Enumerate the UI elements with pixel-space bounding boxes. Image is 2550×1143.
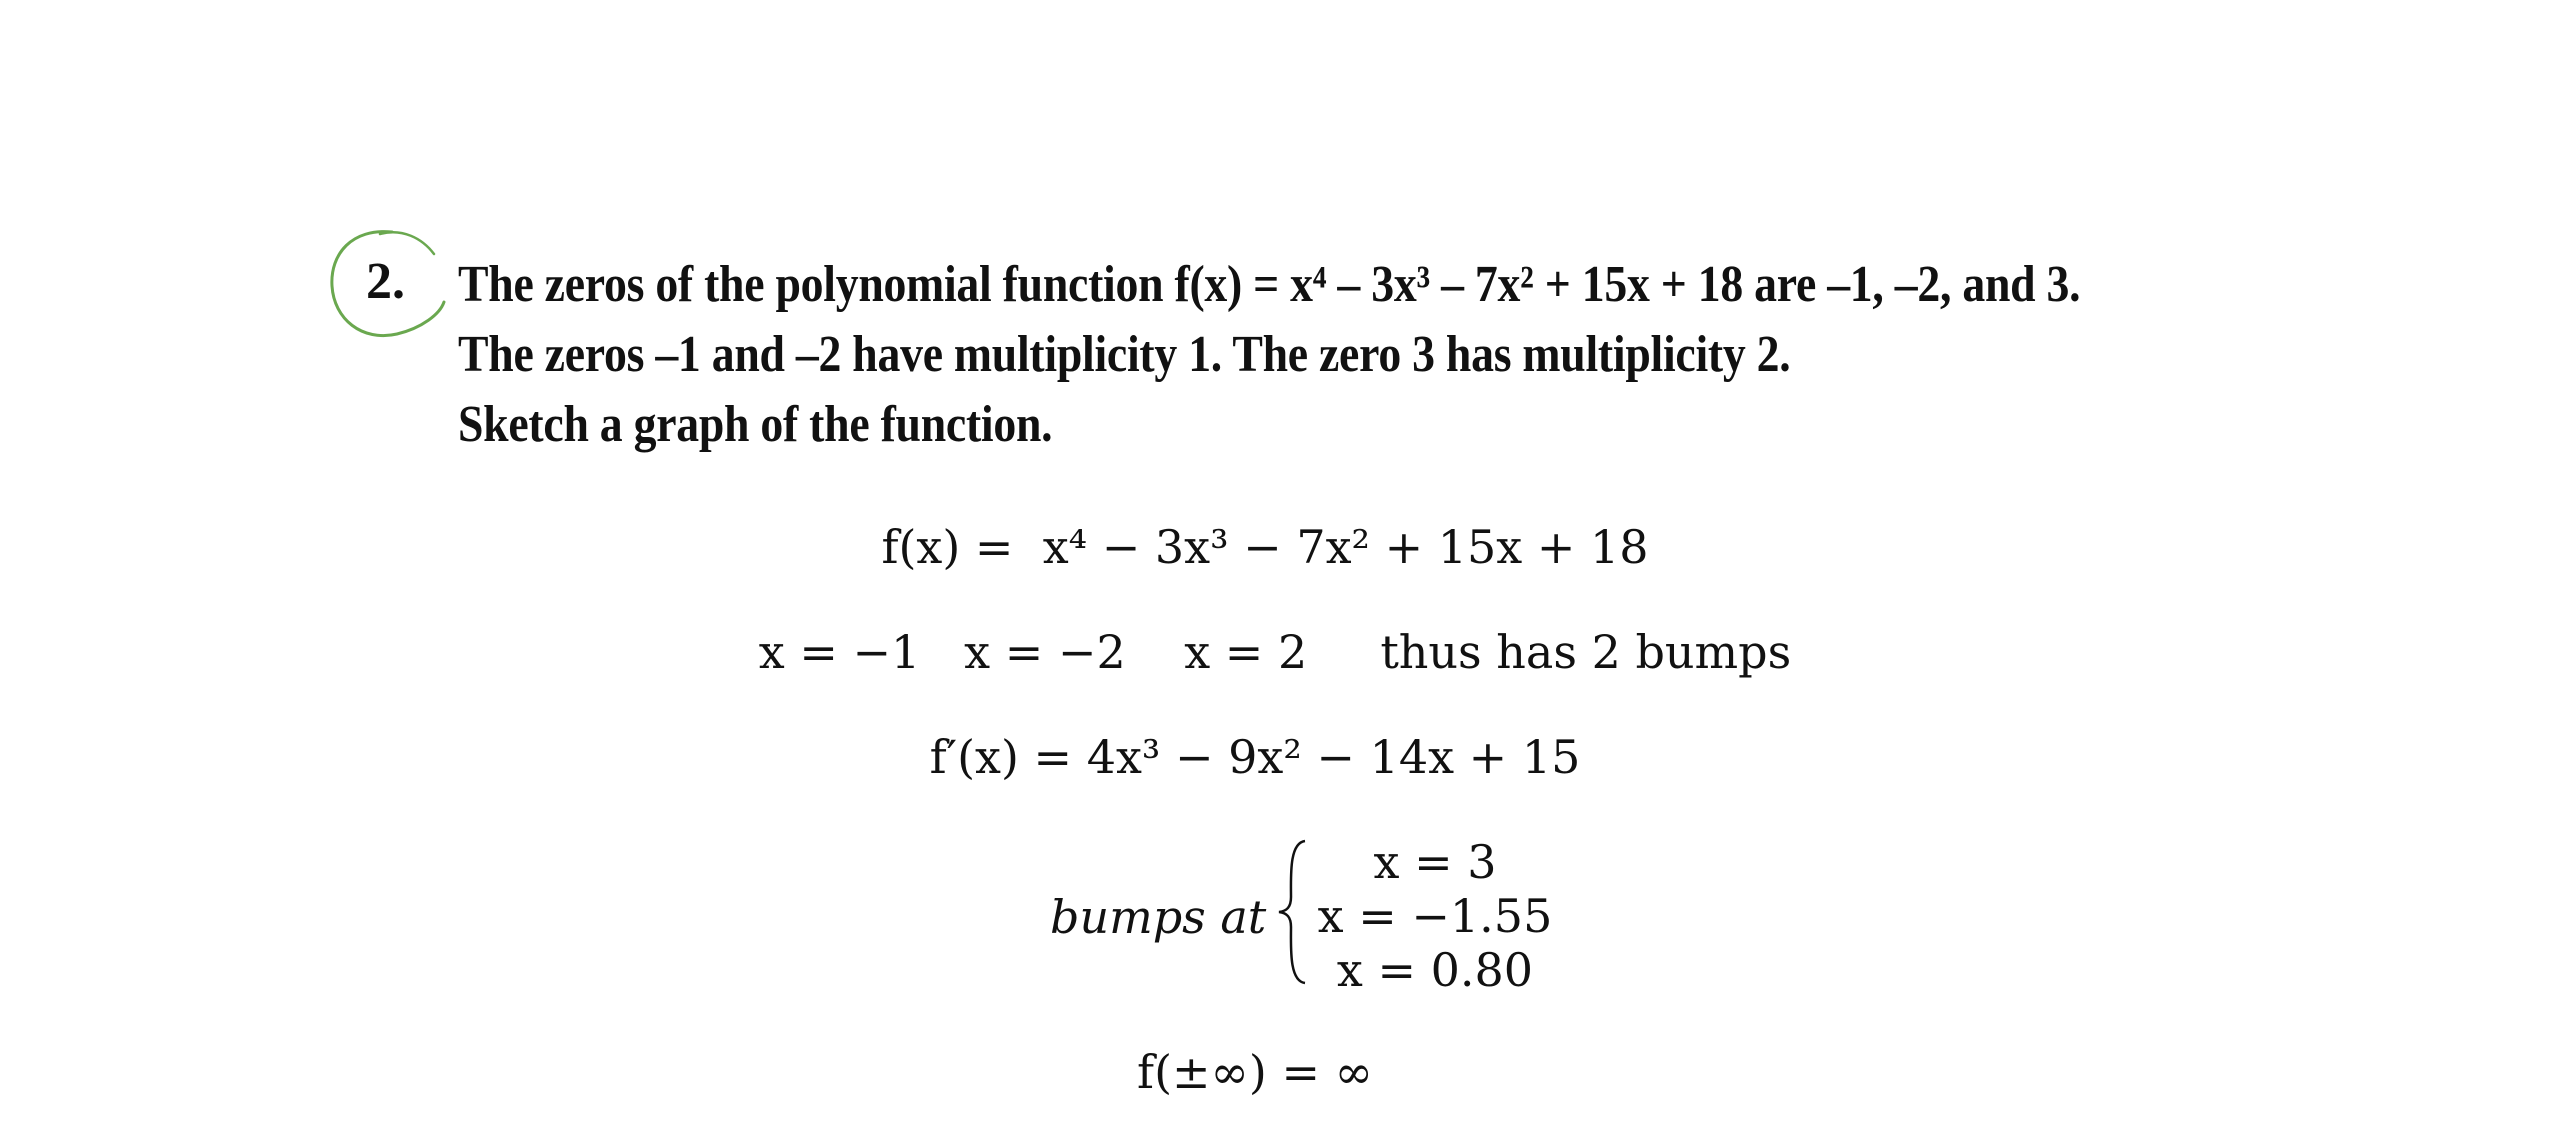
problem-number-block — [330, 230, 450, 350]
problem-text — [458, 250, 2288, 460]
problem-line-3: Sketch a graph of the function. — [458, 396, 1053, 453]
bump-item: x = −1.55 — [1317, 889, 1553, 943]
bumps-list — [1300, 835, 1570, 997]
zeros-line: x = −1 x = −2 x = 2 thus has 2 bumps — [758, 625, 1792, 679]
bump-item: x = 0.80 — [1336, 943, 1534, 997]
derivative-equation: f′(x) = 4x³ − 9x² − 14x + 15 — [929, 730, 1581, 784]
bumps-block — [1050, 835, 1570, 1015]
limit-equation: f(±∞) = ∞ — [1137, 1045, 1373, 1099]
solution-work — [0, 520, 2550, 1140]
function-equation: f(x) = x⁴ − 3x³ − 7x² + 15x + 18 — [881, 520, 1649, 574]
problem-line-2: The zeros –1 and –2 have multiplicity 1. The zero 3 has multiplicity 2. — [458, 326, 1791, 383]
problem-number: 2. — [366, 253, 405, 310]
problem-line-1: The zeros of the polynomial function f(x) = x⁴ – 3x³ – 7x² + 15x + 18 are –1, –2, and 3. — [458, 256, 2081, 313]
bump-item: x = 3 — [1373, 835, 1497, 889]
bumps-label: bumps at — [1050, 890, 1267, 944]
